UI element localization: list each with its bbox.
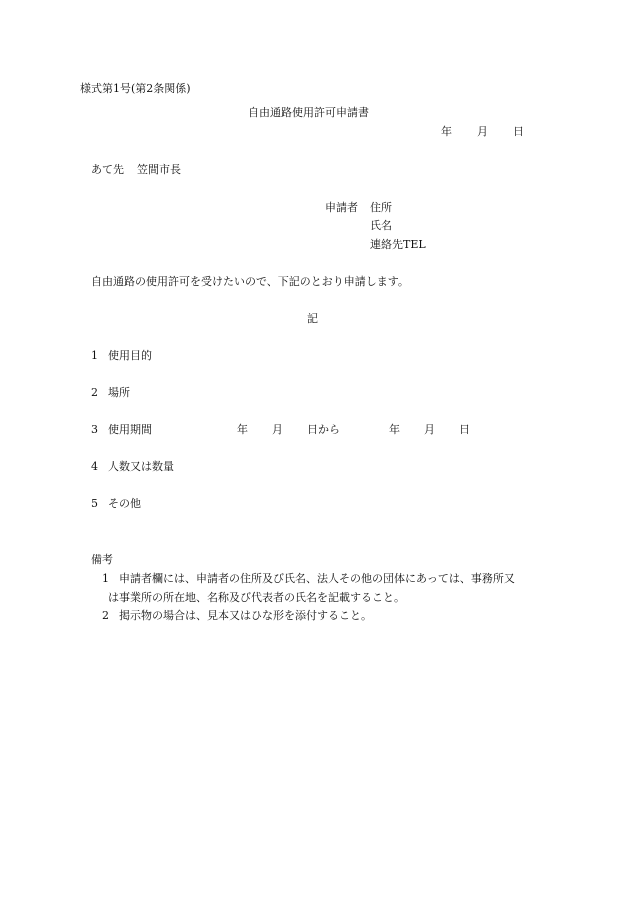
period-from-month: 月 xyxy=(272,423,283,436)
intro-text: 自由通路の使用許可を受けたいので、下記のとおり申請します。 xyxy=(91,275,409,288)
item-label: 場所 xyxy=(108,386,130,399)
period-to-month: 月 xyxy=(424,423,435,436)
item-number: 3 xyxy=(91,423,98,436)
period-to-day: 日 xyxy=(459,423,470,436)
applicant-name-label: 氏名 xyxy=(370,219,392,232)
item-number: 4 xyxy=(91,460,98,473)
item-label: 使用期間 xyxy=(108,423,152,436)
period-from-day: 日から xyxy=(307,423,340,436)
item-number: 5 xyxy=(91,497,98,510)
item-number: 1 xyxy=(91,349,98,362)
period-to-year: 年 xyxy=(389,423,400,436)
note-number: 2 xyxy=(102,609,109,622)
period-from-year: 年 xyxy=(237,423,248,436)
item-label: 人数又は数量 xyxy=(108,460,174,473)
addressee-label: あて先 xyxy=(91,163,124,176)
date-year: 年 xyxy=(441,125,452,138)
note-number: 1 xyxy=(102,572,109,585)
date-month: 月 xyxy=(477,125,488,138)
ki-heading: 記 xyxy=(307,312,318,325)
date-day: 日 xyxy=(513,125,524,138)
applicant-address-label: 住所 xyxy=(370,201,392,214)
applicant-label: 申請者 xyxy=(325,201,358,214)
note-text-continued: は事業所の所在地、名称及び代表者の氏名を記載すること。 xyxy=(108,591,405,604)
item-label: その他 xyxy=(108,497,141,510)
form-title: 自由通路使用許可申請書 xyxy=(248,106,369,119)
addressee-value: 笠間市長 xyxy=(137,163,181,176)
item-number: 2 xyxy=(91,386,98,399)
note-text: 掲示物の場合は、見本又はひな形を添付すること。 xyxy=(119,609,372,622)
notes-heading: 備考 xyxy=(91,553,113,566)
applicant-contact-label: 連絡先TEL xyxy=(370,238,426,251)
item-label: 使用目的 xyxy=(108,349,152,362)
note-text: 申請者欄には、申請者の住所及び氏名、法人その他の団体にあっては、事務所又 xyxy=(119,572,515,585)
form-number: 様式第1号(第2条関係) xyxy=(80,82,191,95)
